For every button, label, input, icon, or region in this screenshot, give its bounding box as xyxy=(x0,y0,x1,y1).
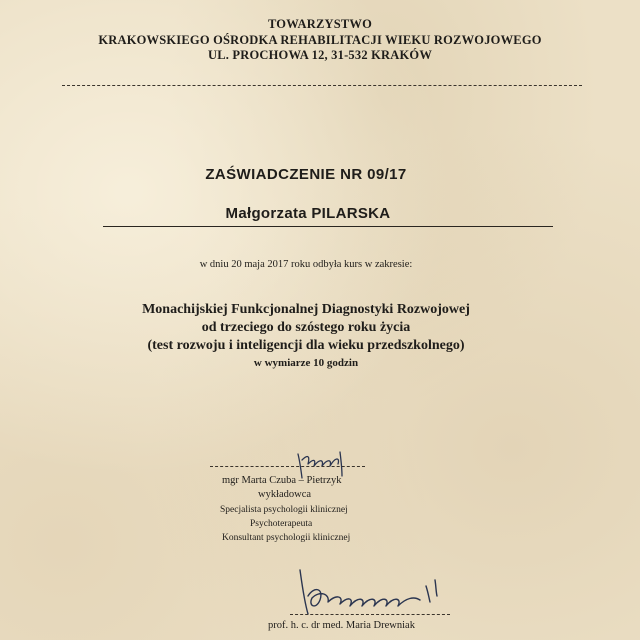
recipient-name: Małgorzata PILARSKA xyxy=(225,205,391,222)
course-line-3: (test rozwoju i inteligencji dla wieku przedszkolnego) xyxy=(147,338,465,353)
signature-2 xyxy=(290,566,450,618)
course-duration: w wymiarze 10 godzin xyxy=(253,357,359,369)
name-underline xyxy=(103,226,553,227)
signature-line-2 xyxy=(290,614,450,615)
signature-line-1 xyxy=(210,466,365,467)
signatory1-role: wykładowca xyxy=(258,489,312,500)
course-line-2: od trzeciego do szóstego roku życia xyxy=(201,320,411,335)
course-line-1: Monachijskiej Funkcjonalnej Diagnostyki Rozwojowej xyxy=(142,302,470,317)
org-name-line1: TOWARZYSTWO xyxy=(267,17,373,31)
certificate-title: ZAŚWIADCZENIE NR 09/17 xyxy=(205,166,407,183)
signatory1-title-1: Specjalista psychologii klinicznej xyxy=(220,505,348,515)
org-address: UL. PROCHOWA 12, 31-532 KRAKÓW xyxy=(207,48,433,62)
signatory1-name: mgr Marta Czuba – Pietrzyk xyxy=(222,475,342,486)
intro-text: w dniu 20 maja 2017 roku odbyła kurs w zakresie: xyxy=(199,259,413,270)
header-divider xyxy=(62,85,582,86)
signatory2-name: prof. h. c. dr med. Maria Drewniak xyxy=(268,620,415,631)
signatory1-title-2: Psychoterapeuta xyxy=(250,519,313,529)
org-name-line2: KRAKOWSKIEGO OŚRODKA REHABILITACJI WIEKU ROZWOJOWEGO xyxy=(98,33,542,47)
signatory1-title-3: Konsultant psychologii klinicznej xyxy=(222,533,351,543)
